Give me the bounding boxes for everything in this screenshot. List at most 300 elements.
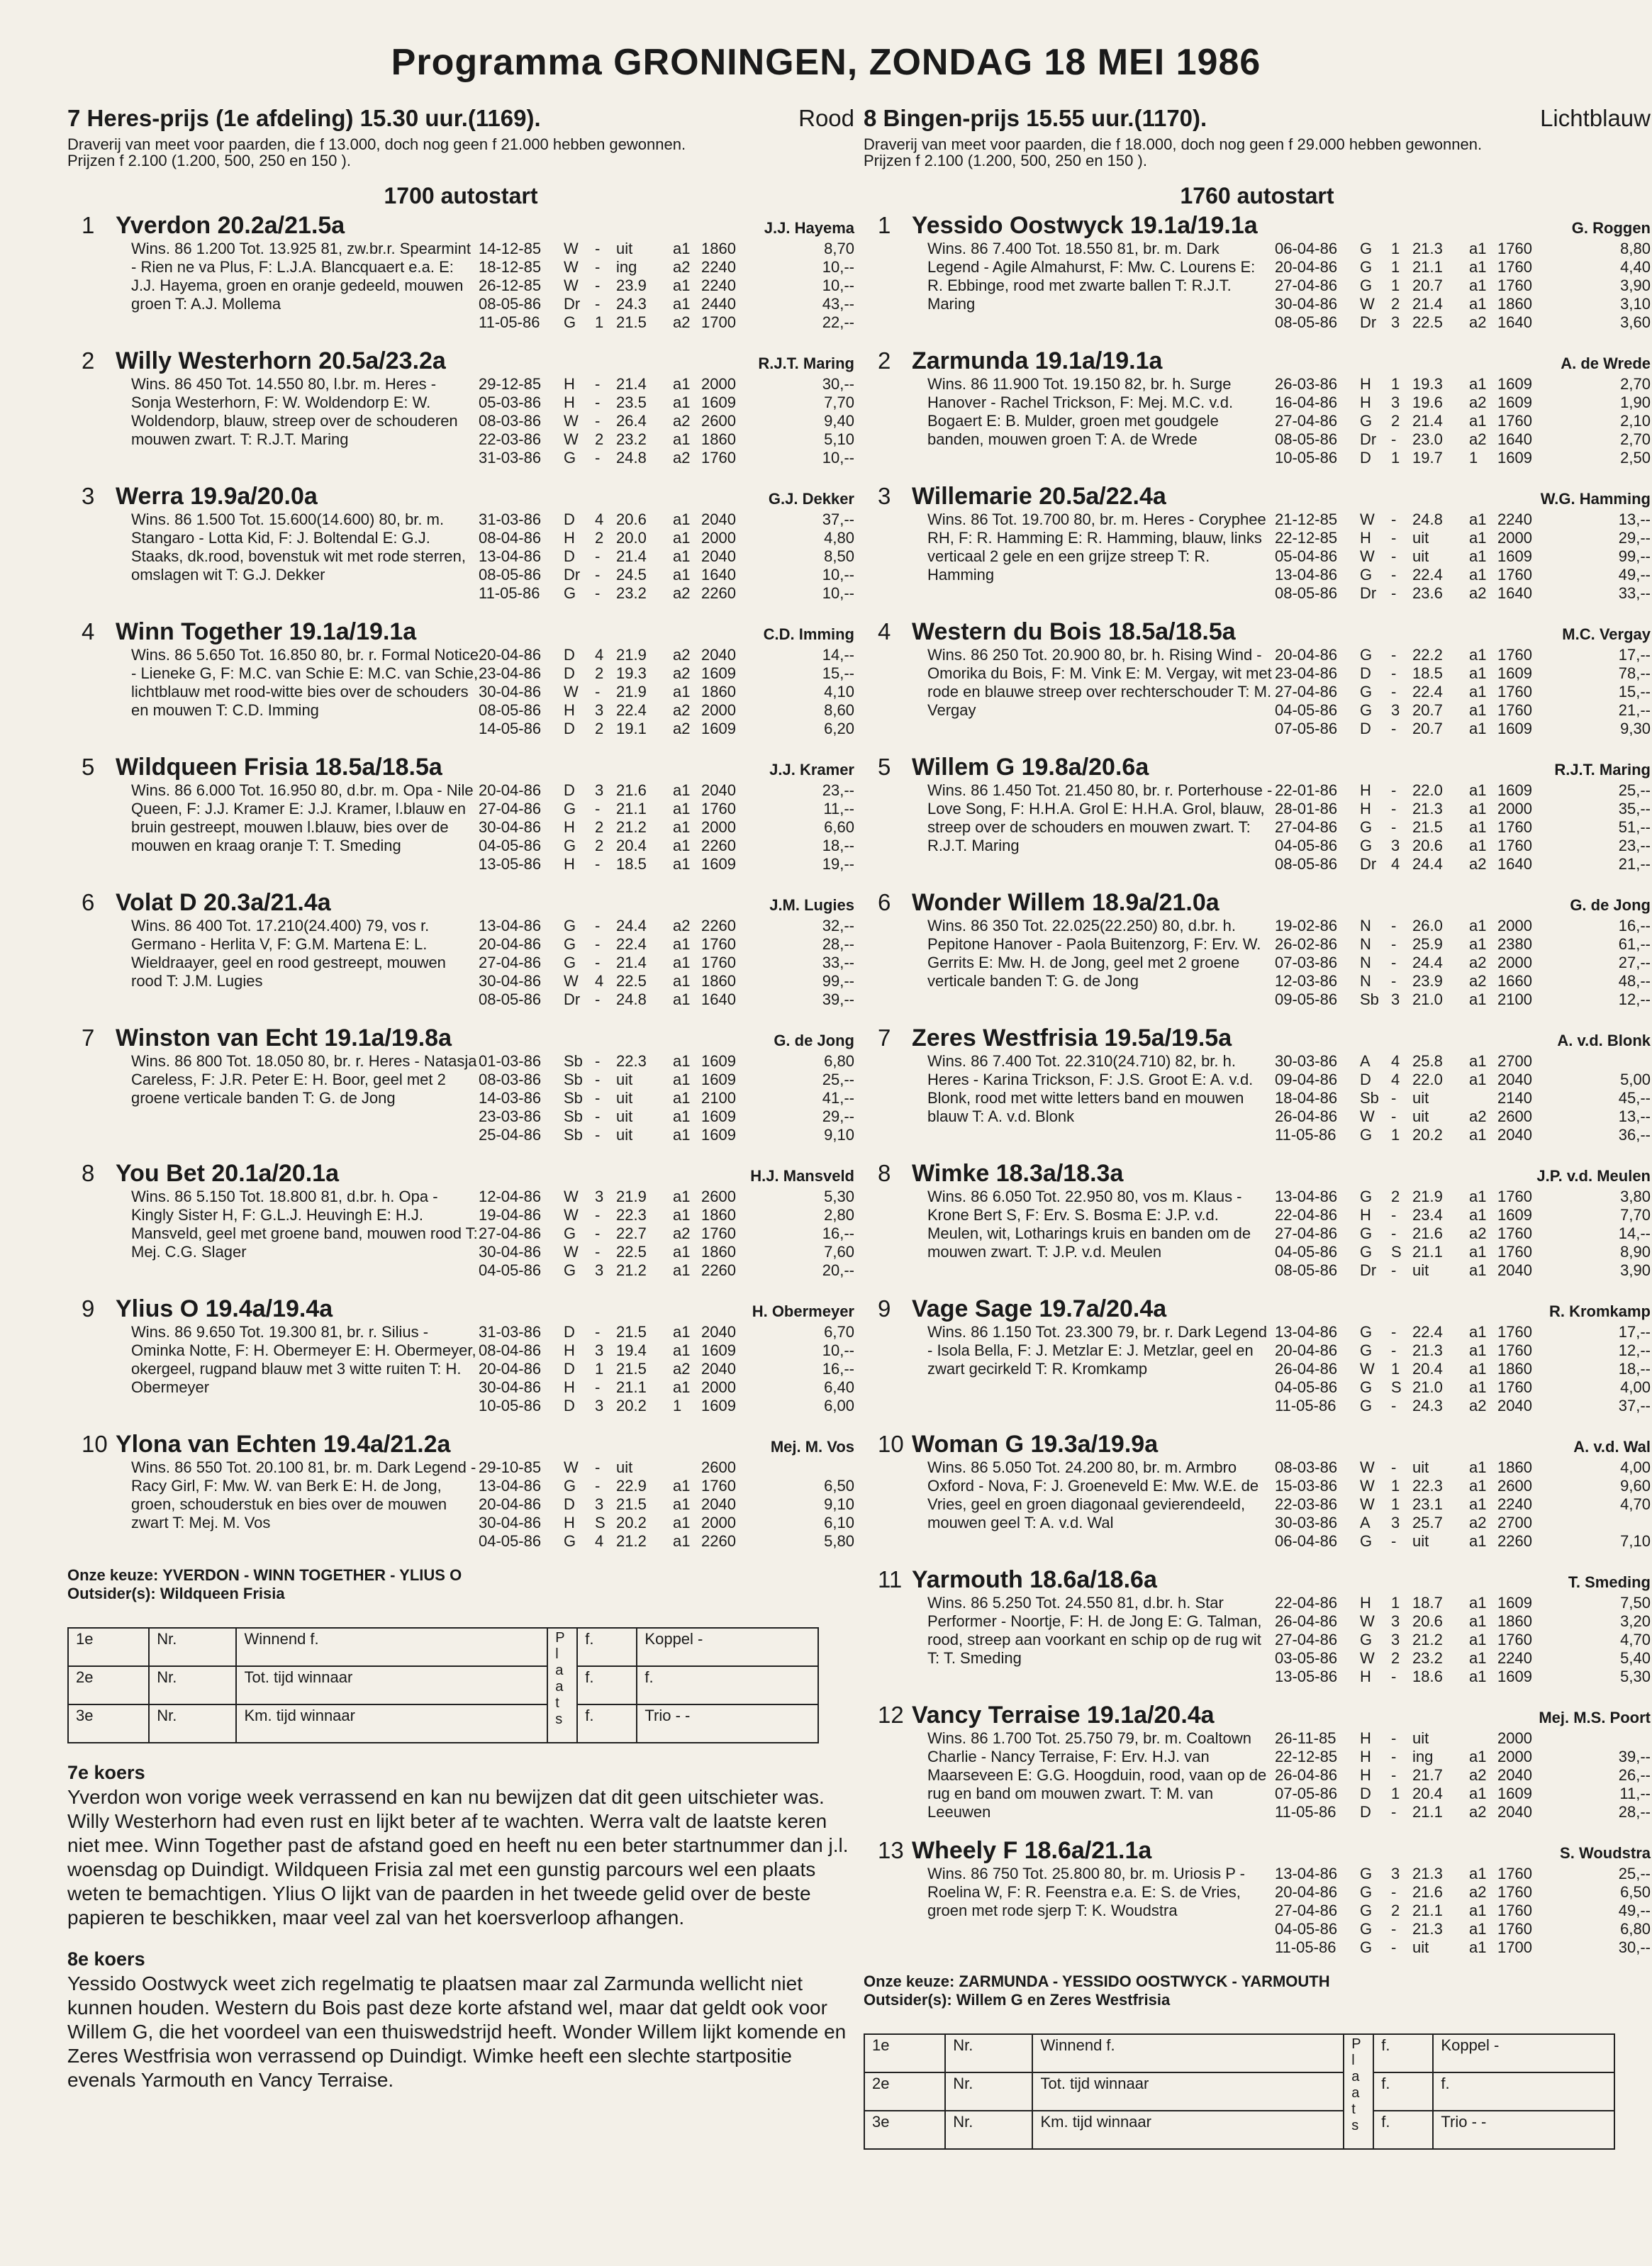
start-cell: Dr — [1360, 430, 1377, 448]
horse-header — [67, 483, 854, 510]
horse-name: Woman G 19.3a/19.9a — [912, 1431, 1159, 1458]
start-cell: - — [595, 990, 601, 1008]
start-cell: - — [595, 566, 601, 584]
start-cell: 15,-- — [1618, 683, 1651, 701]
start-cell: 39,-- — [1618, 1748, 1651, 1765]
start-cell: 1860 — [701, 972, 736, 990]
start-cell: G — [1360, 1902, 1373, 1919]
start-cell: G — [1360, 566, 1373, 584]
start-cell: - — [595, 1089, 601, 1107]
start-cell: a1 — [1469, 547, 1487, 565]
start-cell: 21.0 — [1412, 1378, 1443, 1396]
start-row — [479, 1206, 854, 1224]
horse-header — [864, 1025, 1651, 1052]
start-cell: 3,60 — [1620, 313, 1651, 331]
start-cell: D — [564, 720, 575, 737]
start-cell: 27-04-86 — [1275, 1631, 1338, 1648]
start-cell: 08-05-86 — [479, 295, 542, 313]
horse-trainer: J.M. Lugies — [769, 896, 854, 914]
start-cell: 1609 — [701, 1107, 736, 1125]
start-cell: a2 — [1469, 1107, 1487, 1125]
start-cell: 22.9 — [616, 1477, 647, 1495]
start-cell: 21.4 — [1412, 295, 1443, 313]
start-cell: 5,30 — [824, 1188, 854, 1205]
recent-starts — [1275, 1323, 1651, 1415]
start-cell: 3 — [1391, 990, 1400, 1008]
horse-header — [67, 212, 854, 240]
horse-number: 11 — [878, 1566, 903, 1592]
start-cell: 27-04-86 — [1275, 818, 1338, 836]
start-cell: 19,-- — [822, 855, 854, 873]
start-row — [479, 646, 854, 664]
start-cell: 04-05-86 — [479, 1532, 542, 1550]
start-cell: 3 — [1391, 394, 1400, 411]
start-cell: - — [1391, 1938, 1397, 1956]
start-cell: 1760 — [1497, 1243, 1532, 1261]
start-row — [1275, 935, 1651, 954]
horse-number: 3 — [878, 483, 891, 509]
horse-body — [927, 1865, 1651, 1957]
start-cell: 2040 — [701, 510, 736, 528]
recent-starts — [479, 1052, 854, 1144]
conditions-text: Draverij van meet voor paarden, die f 13.000, doch nog geen f 21.000 hebben gewonnen. — [67, 135, 686, 153]
start-row — [1275, 1631, 1651, 1649]
start-cell: 23.9 — [1412, 972, 1443, 990]
horse-body — [927, 1323, 1651, 1415]
our-choice — [67, 1566, 854, 1603]
start-cell: 1640 — [701, 990, 736, 1008]
start-row — [1275, 510, 1651, 529]
race-comments — [67, 1762, 854, 2092]
start-cell: 37,-- — [1618, 1397, 1651, 1414]
horse-number: 13 — [878, 1837, 904, 1863]
result-field-label: Tot. tijd winnaar — [1032, 2072, 1344, 2111]
horse-name: Wimke 18.3a/18.3a — [912, 1160, 1124, 1187]
start-cell: a1 — [1469, 1477, 1487, 1495]
result-form — [864, 2033, 1615, 2150]
start-cell: 33,-- — [1618, 584, 1651, 602]
start-cell: 1 — [673, 1397, 682, 1414]
start-cell: 19-02-86 — [1275, 917, 1338, 934]
start-row — [1275, 1495, 1651, 1514]
start-cell: 1760 — [1497, 1902, 1532, 1919]
start-row — [1275, 818, 1651, 837]
start-cell: a2 — [1469, 1766, 1487, 1784]
race-title: 8 Bingen-prijs 15.55 uur.(1170). — [864, 105, 1207, 131]
start-cell: 26-02-86 — [1275, 935, 1338, 953]
start-cell: 14-05-86 — [479, 720, 542, 737]
start-cell: 2600 — [1497, 1107, 1532, 1125]
start-cell: 29,-- — [1618, 529, 1651, 547]
horse-number: 7 — [878, 1025, 891, 1051]
place-label: 2e — [864, 2072, 945, 2111]
horse-name: Zarmunda 19.1a/19.1a — [912, 347, 1163, 374]
start-cell: 30-04-86 — [479, 972, 542, 990]
start-cell: 1 — [1469, 449, 1478, 467]
horse-description: Wins. 86 5.250 Tot. 24.550 81, d.br. h. Star Performer - Noortje, F: H. de Jong E: G. Talman, rood, streep aan voorkant en schip op de rug wit T: T. Smeding — [927, 1594, 1262, 1667]
start-cell: W — [564, 430, 579, 448]
start-row — [479, 1341, 854, 1360]
horse-number: 5 — [878, 754, 891, 780]
start-cell: - — [595, 1126, 601, 1144]
start-cell: - — [1391, 935, 1397, 953]
horse-description: Wins. 86 1.700 Tot. 25.750 79, br. m. Coaltown Charlie - Nancy Terraise, F: Erv. H.J. van Maarseveen E: G.G. Hoogduin, rood, vaan op de rug en band om mouwen zwart. T: M. van Leeuwen — [927, 1729, 1267, 1821]
start-cell: 13-04-86 — [1275, 566, 1338, 584]
horse-entry — [864, 1837, 1651, 1957]
start-cell: 2000 — [1497, 954, 1532, 971]
start-cell: 11-05-86 — [1275, 1803, 1336, 1821]
start-row — [1275, 547, 1651, 566]
start-cell: 21,-- — [1618, 701, 1651, 719]
start-cell: - — [595, 1107, 601, 1125]
start-cell: - — [595, 1477, 601, 1495]
start-cell: A — [1360, 1514, 1371, 1531]
start-cell: 08-04-86 — [479, 1341, 542, 1359]
start-row — [1275, 1532, 1651, 1551]
start-cell: 1860 — [1497, 1458, 1532, 1476]
start-cell: 10,-- — [822, 277, 854, 294]
start-cell: 04-05-86 — [1275, 1243, 1338, 1261]
start-cell: 26.0 — [1412, 917, 1443, 934]
start-cell: - — [595, 1378, 601, 1396]
start-row — [1275, 1458, 1651, 1477]
start-cell: 22.0 — [1412, 781, 1443, 799]
start-cell: 22,-- — [822, 313, 854, 331]
start-cell: W — [564, 258, 579, 276]
start-cell: 24.3 — [1412, 1397, 1443, 1414]
start-cell: 25-04-86 — [479, 1126, 542, 1144]
start-row — [1275, 646, 1651, 664]
start-cell: - — [1391, 1458, 1397, 1476]
start-row — [1275, 412, 1651, 430]
horse-name: Zeres Westfrisia 19.5a/19.5a — [912, 1025, 1232, 1051]
start-cell: 2040 — [1497, 1397, 1532, 1414]
start-row — [479, 1107, 854, 1126]
recent-starts — [479, 1458, 854, 1551]
horse-number: 1 — [878, 212, 891, 238]
start-cell — [1469, 1729, 1497, 1748]
horse-entry — [864, 754, 1651, 874]
start-row — [1275, 1188, 1651, 1206]
start-row — [1275, 1938, 1651, 1957]
start-cell: - — [595, 954, 601, 971]
start-cell: 1860 — [701, 240, 736, 257]
start-cell: 17,-- — [1618, 646, 1651, 664]
start-cell: S — [1391, 1378, 1402, 1396]
start-cell: 10,-- — [822, 566, 854, 584]
start-row — [479, 954, 854, 972]
start-cell: 21.1 — [1412, 1243, 1443, 1261]
start-cell: - — [595, 547, 601, 565]
start-row — [479, 683, 854, 701]
horse-body — [131, 781, 854, 874]
start-cell: 23-04-86 — [1275, 664, 1338, 682]
start-cell: uit — [1412, 1532, 1429, 1550]
start-cell: 21.2 — [616, 1532, 647, 1550]
horse-header — [67, 618, 854, 646]
start-row — [479, 1360, 854, 1378]
start-cell: 4,70 — [1620, 1631, 1651, 1648]
start-cell: 1609 — [1497, 394, 1532, 411]
start-cell: - — [1391, 664, 1397, 682]
horse-header — [67, 1160, 854, 1188]
nr-label: Nr. — [945, 2111, 1032, 2149]
start-cell: 04-05-86 — [1275, 837, 1338, 854]
prizes-text: Prijzen f 2.100 (1.200, 500, 250 en 150 ). — [67, 152, 351, 169]
start-cell: 2000 — [701, 529, 736, 547]
start-cell: a1 — [673, 781, 691, 799]
place-label: 2e — [68, 1666, 149, 1704]
start-cell: a2 — [1469, 1803, 1487, 1821]
start-cell: 16-04-86 — [1275, 394, 1338, 411]
start-cell: G — [564, 1224, 576, 1242]
start-row — [1275, 1224, 1651, 1243]
start-cell: 3,80 — [1620, 1188, 1651, 1205]
start-cell: 08-05-86 — [1275, 584, 1338, 602]
start-cell: 2140 — [1497, 1089, 1532, 1107]
start-cell: 6,40 — [824, 1378, 854, 1396]
start-cell: 20-04-86 — [1275, 258, 1338, 276]
start-cell: 21.5 — [616, 1360, 647, 1378]
start-cell: 2240 — [1497, 1649, 1532, 1667]
start-cell: 21.3 — [1412, 1341, 1443, 1359]
start-cell: a1 — [673, 1188, 691, 1205]
start-cell: 08-05-86 — [479, 701, 542, 719]
start-row — [1275, 720, 1651, 738]
horse-name: Vancy Terraise 19.1a/20.4a — [912, 1702, 1215, 1729]
start-cell: 29-10-85 — [479, 1458, 542, 1476]
f-label: f. — [1373, 2072, 1433, 2111]
start-cell: - — [595, 855, 601, 873]
horse-header — [864, 1160, 1651, 1188]
start-cell: 24.3 — [616, 295, 647, 313]
start-cell: 27,-- — [1618, 954, 1651, 971]
start-cell: 1760 — [701, 954, 736, 971]
start-cell: 13-04-86 — [1275, 1323, 1338, 1341]
start-cell: 20-04-86 — [1275, 646, 1338, 664]
start-cell: a1 — [1469, 1785, 1487, 1802]
start-cell: a1 — [673, 1071, 691, 1088]
start-cell: N — [1360, 935, 1371, 953]
start-cell: a1 — [673, 972, 691, 990]
start-cell: 22.2 — [1412, 646, 1443, 664]
start-cell: 26-11-85 — [1275, 1729, 1336, 1747]
start-cell: 2000 — [701, 701, 736, 719]
start-cell: 30-04-86 — [479, 1514, 542, 1531]
start-row — [1275, 258, 1651, 277]
start-row — [1275, 800, 1651, 818]
horse-description: Wins. 86 400 Tot. 17.210(24.400) 79, vos r. Germano - Herlita V, F: G.M. Martena E: L. Wieldraayer, geel en rood gestreept, mouwen rood T: J.M. Lugies — [131, 917, 446, 990]
start-row — [479, 720, 854, 738]
f-label: f. — [1433, 2072, 1614, 2111]
recent-starts — [479, 375, 854, 467]
start-cell: 20.6 — [1412, 837, 1443, 854]
start-cell: 18.5 — [1412, 664, 1443, 682]
start-cell: 2260 — [701, 1532, 736, 1550]
start-cell: 1640 — [1497, 584, 1532, 602]
start-cell: a1 — [1469, 1188, 1487, 1205]
horse-body — [131, 510, 854, 603]
start-row — [479, 1224, 854, 1243]
start-cell: 61,-- — [1618, 935, 1651, 953]
start-cell: a1 — [673, 1089, 691, 1107]
start-cell: 1760 — [1497, 683, 1532, 701]
start-cell: 18-12-85 — [479, 258, 542, 276]
start-cell: - — [1391, 972, 1397, 990]
start-cell: 1760 — [701, 1224, 736, 1242]
start-cell: 2040 — [701, 1360, 736, 1378]
start-cell: W — [564, 412, 579, 430]
start-cell: 2240 — [701, 277, 736, 294]
start-cell: 20,-- — [822, 1261, 854, 1279]
horse-name: Winn Together 19.1a/19.1a — [116, 618, 417, 645]
start-cell: 25.9 — [1412, 935, 1443, 953]
start-cell: 6,50 — [824, 1477, 854, 1495]
start-cell: G — [564, 584, 576, 602]
start-cell: a1 — [1469, 701, 1487, 719]
start-cell: 21.9 — [1412, 1188, 1443, 1205]
start-cell: a1 — [1469, 412, 1487, 430]
horse-name: Wildqueen Frisia 18.5a/18.5a — [116, 754, 442, 781]
start-cell: a1 — [1469, 258, 1487, 276]
start-row — [1275, 295, 1651, 313]
horse-number: 4 — [82, 618, 95, 644]
start-cell: 3 — [1391, 1631, 1400, 1648]
start-cell: 2 — [595, 818, 604, 836]
horse-body — [131, 375, 854, 467]
start-cell: 23.6 — [1412, 584, 1443, 602]
start-cell: 20.7 — [1412, 720, 1443, 737]
start-cell: ing — [1412, 1748, 1434, 1765]
start-cell: 24.4 — [1412, 954, 1443, 971]
start-cell: - — [595, 1071, 601, 1088]
start-cell: a2 — [673, 1360, 691, 1378]
start-cell: 21-12-85 — [1275, 510, 1338, 528]
start-cell: 1760 — [1497, 1188, 1532, 1205]
start-cell: 1760 — [701, 449, 736, 467]
start-cell: a1 — [1469, 1206, 1487, 1224]
start-cell: 05-03-86 — [479, 394, 542, 411]
start-cell: - — [1391, 954, 1397, 971]
start-cell: 6,80 — [1620, 1920, 1651, 1938]
start-row — [1275, 1341, 1651, 1360]
start-row — [1275, 375, 1651, 394]
start-cell: - — [1391, 1107, 1397, 1125]
start-cell: 25.7 — [1412, 1514, 1443, 1531]
nr-label: Nr. — [149, 1628, 236, 1666]
start-cell: a1 — [1469, 566, 1487, 584]
start-row — [479, 240, 854, 258]
start-cell: 08-04-86 — [479, 529, 542, 547]
start-cell: 37,-- — [822, 510, 854, 528]
start-cell: a1 — [673, 510, 691, 528]
start-cell: D — [1360, 720, 1371, 737]
start-cell — [1556, 1729, 1651, 1748]
recent-starts — [1275, 1052, 1651, 1144]
start-cell: 8,70 — [824, 240, 854, 257]
start-cell: 1 — [1391, 277, 1400, 294]
start-cell: 04-05-86 — [1275, 701, 1338, 719]
start-cell: 2100 — [1497, 990, 1532, 1008]
start-cell: 20.2 — [616, 1397, 647, 1414]
start-cell: Dr — [1360, 584, 1377, 602]
start-cell: 2040 — [1497, 1261, 1532, 1279]
start-cell: - — [595, 1052, 601, 1070]
outsider-text: Outsider(s): Wildqueen Frisia — [67, 1585, 285, 1602]
start-cell: 1760 — [701, 935, 736, 953]
horse-name: Vage Sage 19.7a/20.4a — [912, 1295, 1167, 1322]
start-cell: 08-05-86 — [479, 566, 542, 584]
horse-number: 6 — [82, 889, 95, 915]
start-cell: 19.6 — [1412, 394, 1443, 411]
start-cell: 14-12-85 — [479, 240, 542, 257]
start-row — [1275, 1360, 1651, 1378]
horse-header — [864, 1702, 1651, 1729]
start-cell: 2040 — [701, 646, 736, 664]
start-cell: 23.0 — [1412, 430, 1443, 448]
start-cell: 1760 — [1497, 412, 1532, 430]
start-cell: 7,10 — [1620, 1532, 1651, 1550]
start-row — [479, 430, 854, 449]
horse-body — [927, 1594, 1651, 1686]
start-cell: 43,-- — [822, 295, 854, 313]
start-row — [479, 800, 854, 818]
start-row — [1275, 449, 1651, 467]
start-cell: 13-05-86 — [1275, 1668, 1338, 1685]
start-row — [1275, 1107, 1651, 1126]
horse-entry — [864, 347, 1651, 467]
start-cell: a1 — [1469, 800, 1487, 817]
start-cell: 1609 — [1497, 720, 1532, 737]
horse-entry — [864, 1702, 1651, 1821]
start-cell: Dr — [1360, 1261, 1377, 1279]
start-cell: 27-04-86 — [479, 954, 542, 971]
start-cell: 39,-- — [822, 990, 854, 1008]
start-cell: A — [1360, 1052, 1371, 1070]
start-cell: 22.3 — [1412, 1477, 1443, 1495]
start-cell: 1640 — [1497, 313, 1532, 331]
start-cell: - — [1391, 584, 1397, 602]
start-cell: D — [564, 646, 575, 664]
start-cell: 1609 — [701, 1052, 736, 1070]
race-conditions — [864, 136, 1651, 169]
start-cell: 16,-- — [1618, 917, 1651, 934]
keuze-text: Onze keuze: YVERDON - WINN TOGETHER - YLIUS O — [67, 1566, 462, 1584]
start-cell: Dr — [1360, 855, 1377, 873]
horse-number: 3 — [82, 483, 95, 509]
start-row — [1275, 394, 1651, 412]
horse-body — [927, 917, 1651, 1009]
start-cell: G — [1360, 412, 1373, 430]
start-cell: 1760 — [1497, 1323, 1532, 1341]
start-cell: a1 — [673, 1532, 691, 1550]
start-cell: a1 — [1469, 1495, 1487, 1513]
start-cell: 45,-- — [1618, 1089, 1651, 1107]
start-cell: 1760 — [1497, 1631, 1532, 1648]
start-cell: Sb — [564, 1089, 583, 1107]
start-cell: 30,-- — [1618, 1938, 1651, 1956]
start-cell: D — [564, 1360, 575, 1378]
start-cell: a1 — [673, 277, 691, 294]
nr-label: Nr. — [945, 2072, 1032, 2111]
start-cell: 26.4 — [616, 412, 647, 430]
start-cell: 1760 — [1497, 1224, 1532, 1242]
recent-starts — [479, 1188, 854, 1280]
horse-description: Wins. 86 1.200 Tot. 13.925 81, zw.br.r. Spearmint - Rien ne va Plus, F: L.J.A. Blancquaert e.a. E: J.J. Hayema, groen en oranje gedeeld, mouwen groen T: A.J. Mollema — [131, 240, 471, 313]
horse-trainer: W.G. Hamming — [1540, 490, 1651, 508]
start-cell: - — [1391, 566, 1397, 584]
horse-number: 1 — [82, 212, 95, 238]
